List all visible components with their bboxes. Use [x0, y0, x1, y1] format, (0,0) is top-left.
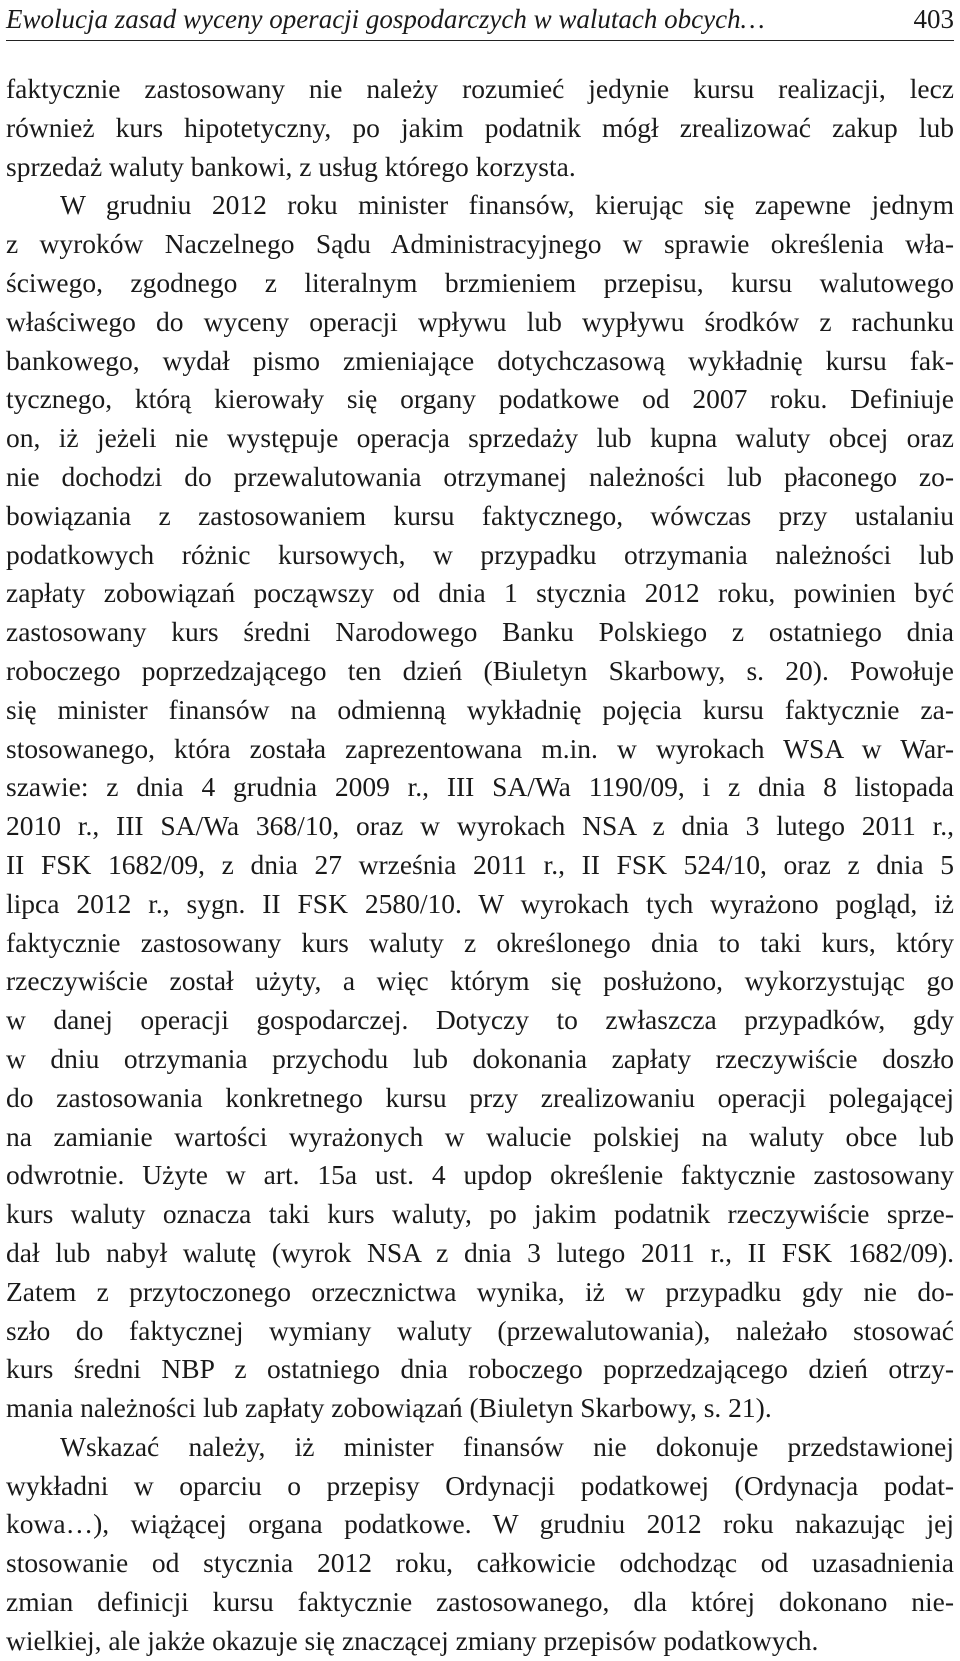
- text-line: zmian definicji kursu faktycznie zastosowanego, dla której dokonano nie-: [6, 1586, 954, 1618]
- text-line: do zastosowania konkretnego kursu przy zrealizowaniu operacji polegającej: [6, 1081, 954, 1113]
- running-title: Ewolucja zasad wyceny operacji gospodarczych w walutach obcych…: [6, 4, 765, 34]
- text-line: faktycznie zastosowany kurs waluty z określonego dnia to taki kurs, który: [6, 926, 954, 958]
- text-line: mania należności lub zapłaty zobowiązań (Biuletyn Skarbowy, s. 21).: [6, 1392, 772, 1424]
- text-line: stosowanego, która została zaprezentowana m.in. w wyrokach WSA w War-: [6, 732, 954, 764]
- running-header: [6, 0, 954, 34]
- text-line: bowiązania z zastosowaniem kursu faktycznego, wówczas przy ustalaniu: [6, 499, 954, 531]
- text-line: odwrotnie. Użyte w art. 15a ust. 4 updop określenie faktycznie zastosowany: [6, 1159, 954, 1191]
- text-line: w danej operacji gospodarczej. Dotyczy to zwłaszcza przypadków, gdy: [6, 1004, 954, 1036]
- text-line: kurs średni NBP z ostatniego dnia roboczego poprzedzającego dzień otrzy-: [6, 1353, 954, 1385]
- text-line: on, iż jeżeli nie występuje operacja sprzedaży lub kupna waluty obcej oraz: [6, 422, 954, 454]
- text-line: 2010 r., III SA/Wa 368/10, oraz w wyrokach NSA z dnia 3 lutego 2011 r.,: [6, 810, 954, 842]
- text-line: szawie: z dnia 4 grudnia 2009 r., III SA/Wa 1190/09, i z dnia 8 listopada: [6, 771, 954, 803]
- header-rule: [6, 40, 954, 41]
- text-line: sprzedaż waluty bankowi, z usług którego korzysta.: [6, 150, 576, 182]
- text-line: rzeczywiście został użyty, a więc którym się posłużono, wykorzystując go: [6, 965, 954, 997]
- text-line: tycznego, którą kierowały się organy podatkowe od 2007 roku. Definiuje: [6, 383, 954, 415]
- text-line: lipca 2012 r., sygn. II FSK 2580/10. W wyrokach tych wyrażono pogląd, iż: [6, 887, 954, 919]
- text-line: również kurs hipotetyczny, po jakim podatnik mógł zrealizować zakup lub: [6, 111, 954, 143]
- text-line: właściwego do wyceny operacji wpływu lub wypływu środków z rachunku: [6, 305, 954, 337]
- paragraph: [6, 186, 954, 1428]
- text-line: z wyroków Naczelnego Sądu Administracyjnego w sprawie określenia wła-: [6, 228, 954, 260]
- text-line: szło do faktycznej wymiany waluty (przewalutowania), należało stosować: [6, 1314, 954, 1346]
- text-line: w dniu otrzymania przychodu lub dokonania zapłaty rzeczywiście doszło: [6, 1042, 954, 1074]
- text-line: II FSK 1682/09, z dnia 27 września 2011 r., II FSK 524/10, oraz z dnia 5: [6, 848, 954, 880]
- text-line: zapłaty zobowiązań począwszy od dnia 1 stycznia 2012 roku, powinien być: [6, 577, 954, 609]
- text-line: kowa…), wiążącej organa podatkowe. W grudniu 2012 roku nakazując jej: [6, 1508, 954, 1540]
- text-line: ściwego, zgodnego z literalnym brzmieniem przepisu, kursu walutowego: [6, 266, 954, 298]
- text-line: wielkiej, ale jakże okazuje się znaczącej zmiany przepisów podatkowych.: [6, 1624, 819, 1656]
- text-line: Zatem z przytoczonego orzecznictwa wynika, iż w przypadku gdy nie do-: [6, 1275, 954, 1307]
- text-line: podatkowych różnic kursowych, w przypadku otrzymania należności lub: [6, 538, 954, 570]
- text-line: zastosowany kurs średni Narodowego Banku Polskiego z ostatniego dnia: [6, 616, 954, 648]
- text-line: Wskazać należy, iż minister finansów nie dokonuje przedstawionej: [60, 1430, 954, 1462]
- text-line: W grudniu 2012 roku minister finansów, kierując się zapewne jednym: [60, 189, 954, 221]
- text-line: dał lub nabył walutę (wyrok NSA z dnia 3 lutego 2011 r., II FSK 1682/09).: [6, 1236, 954, 1268]
- text-line: roboczego poprzedzającego ten dzień (Biuletyn Skarbowy, s. 20). Powołuje: [6, 654, 954, 686]
- text-line: na zamianie wartości wyrażonych w walucie polskiej na waluty obce lub: [6, 1120, 954, 1152]
- text-line: faktycznie zastosowany nie należy rozumieć jedynie kursu realizacji, lecz: [6, 73, 954, 104]
- text-line: bankowego, wydał pismo zmieniające dotychczasową wykładnię kursu fak-: [6, 344, 954, 376]
- text-line: stosowanie od stycznia 2012 roku, całkowicie odchodząc od uzasadnienia: [6, 1547, 954, 1579]
- paragraph: [6, 1428, 954, 1661]
- text-line: nie dochodzi do przewalutowania otrzymanej należności lub płaconego zo-: [6, 460, 954, 492]
- paragraph: [6, 70, 954, 186]
- body-text: [6, 70, 954, 1661]
- text-line: kurs waluty oznacza taki kurs waluty, po jakim podatnik rzeczywiście sprze-: [6, 1198, 954, 1230]
- text-line: wykładni w oparciu o przepisy Ordynacji podatkowej (Ordynacja podat-: [6, 1469, 954, 1501]
- text-line: się minister finansów na odmienną wykładnię pojęcia kursu faktycznie za-: [6, 693, 954, 725]
- page-number: 403: [913, 4, 954, 34]
